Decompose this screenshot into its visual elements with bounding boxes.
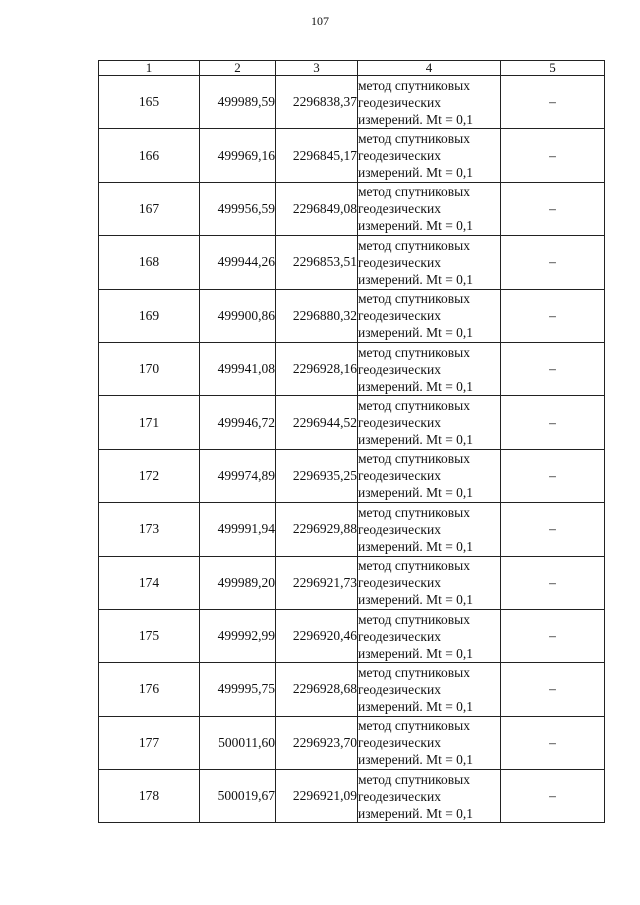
note-cell: –	[501, 396, 605, 449]
method-cell	[358, 396, 501, 449]
method-line: измерений. Mt = 0,1	[358, 752, 474, 768]
point-number-cell: 166	[99, 129, 200, 182]
x-coordinate-cell: 499944,26	[200, 236, 276, 289]
method-line: метод спутниковых	[358, 504, 470, 520]
point-number-cell: 171	[99, 396, 200, 449]
method-line: геодезических	[358, 254, 441, 270]
x-coordinate-cell: 499992,99	[200, 609, 276, 662]
note-cell: –	[501, 449, 605, 502]
method-line: измерений. Mt = 0,1	[358, 432, 474, 448]
y-coordinate-cell: 2296921,73	[276, 556, 358, 609]
method-cell	[358, 289, 501, 342]
method-line: измерений. Mt = 0,1	[358, 111, 474, 127]
note-cell: –	[501, 236, 605, 289]
y-coordinate-cell: 2296849,08	[276, 182, 358, 235]
point-number-cell: 176	[99, 663, 200, 716]
method-line: геодезических	[358, 148, 441, 164]
method-cell	[358, 76, 501, 129]
point-number-cell: 170	[99, 342, 200, 395]
method-line: метод спутниковых	[358, 558, 470, 574]
note-cell: –	[501, 76, 605, 129]
method-line: метод спутниковых	[358, 237, 470, 253]
method-line: геодезических	[358, 361, 441, 377]
method-line: метод спутниковых	[358, 451, 470, 467]
table-row	[99, 129, 605, 182]
method-cell	[358, 503, 501, 556]
method-cell	[358, 236, 501, 289]
method-line: измерений. Mt = 0,1	[358, 805, 474, 821]
note-cell: –	[501, 503, 605, 556]
point-number-cell: 172	[99, 449, 200, 502]
y-coordinate-cell: 2296923,70	[276, 716, 358, 769]
x-coordinate-cell: 499989,59	[200, 76, 276, 129]
method-line: измерений. Mt = 0,1	[358, 645, 474, 661]
method-line: геодезических	[358, 468, 441, 484]
method-cell	[358, 556, 501, 609]
y-coordinate-cell: 2296935,25	[276, 449, 358, 502]
method-line: измерений. Mt = 0,1	[358, 378, 474, 394]
x-coordinate-cell: 499995,75	[200, 663, 276, 716]
table-row	[99, 449, 605, 502]
method-line: метод спутниковых	[358, 664, 470, 680]
method-line: геодезических	[358, 788, 441, 804]
note-cell: –	[501, 182, 605, 235]
x-coordinate-cell: 500011,60	[200, 716, 276, 769]
point-number-cell: 174	[99, 556, 200, 609]
y-coordinate-cell: 2296928,68	[276, 663, 358, 716]
x-coordinate-cell: 499991,94	[200, 503, 276, 556]
table-row	[99, 770, 605, 823]
method-line: измерений. Mt = 0,1	[358, 538, 474, 554]
note-cell: –	[501, 129, 605, 182]
y-coordinate-cell: 2296921,09	[276, 770, 358, 823]
point-number-cell: 173	[99, 503, 200, 556]
point-number-cell: 177	[99, 716, 200, 769]
column-header: 2	[200, 61, 276, 76]
table-row	[99, 76, 605, 129]
column-header: 3	[276, 61, 358, 76]
x-coordinate-cell: 499989,20	[200, 556, 276, 609]
table-row	[99, 289, 605, 342]
method-cell	[358, 770, 501, 823]
point-number-cell: 165	[99, 76, 200, 129]
method-cell	[358, 182, 501, 235]
coordinates-table	[98, 60, 605, 823]
note-cell: –	[501, 716, 605, 769]
method-cell	[358, 129, 501, 182]
method-line: геодезических	[358, 735, 441, 751]
method-cell	[358, 716, 501, 769]
table-row	[99, 396, 605, 449]
method-cell	[358, 663, 501, 716]
y-coordinate-cell: 2296920,46	[276, 609, 358, 662]
method-line: метод спутниковых	[358, 291, 470, 307]
method-line: метод спутниковых	[358, 344, 470, 360]
point-number-cell: 168	[99, 236, 200, 289]
method-line: измерений. Mt = 0,1	[358, 698, 474, 714]
table-row	[99, 556, 605, 609]
method-line: метод спутниковых	[358, 184, 470, 200]
column-header: 5	[501, 61, 605, 76]
table-body	[99, 76, 605, 823]
x-coordinate-cell: 499941,08	[200, 342, 276, 395]
method-line: измерений. Mt = 0,1	[358, 165, 474, 181]
method-line: измерений. Mt = 0,1	[358, 218, 474, 234]
note-cell: –	[501, 770, 605, 823]
note-cell: –	[501, 342, 605, 395]
method-line: измерений. Mt = 0,1	[358, 485, 474, 501]
note-cell: –	[501, 556, 605, 609]
method-line: геодезических	[358, 308, 441, 324]
x-coordinate-cell: 499956,59	[200, 182, 276, 235]
note-cell: –	[501, 663, 605, 716]
method-line: метод спутниковых	[358, 398, 470, 414]
table-row	[99, 342, 605, 395]
y-coordinate-cell: 2296838,37	[276, 76, 358, 129]
column-header: 1	[99, 61, 200, 76]
table-row	[99, 503, 605, 556]
note-cell: –	[501, 609, 605, 662]
point-number-cell: 167	[99, 182, 200, 235]
method-line: геодезических	[358, 575, 441, 591]
method-cell	[358, 449, 501, 502]
method-line: метод спутниковых	[358, 131, 470, 147]
x-coordinate-cell: 499946,72	[200, 396, 276, 449]
point-number-cell: 175	[99, 609, 200, 662]
page-number: 107	[311, 14, 329, 28]
method-cell	[358, 342, 501, 395]
y-coordinate-cell: 2296944,52	[276, 396, 358, 449]
point-number-cell: 178	[99, 770, 200, 823]
x-coordinate-cell: 499969,16	[200, 129, 276, 182]
y-coordinate-cell: 2296853,51	[276, 236, 358, 289]
method-line: метод спутниковых	[358, 771, 470, 787]
table-row	[99, 663, 605, 716]
method-line: измерений. Mt = 0,1	[358, 592, 474, 608]
method-line: метод спутниковых	[358, 77, 470, 93]
x-coordinate-cell: 500019,67	[200, 770, 276, 823]
column-header: 4	[358, 61, 501, 76]
y-coordinate-cell: 2296880,32	[276, 289, 358, 342]
method-line: метод спутниковых	[358, 718, 470, 734]
x-coordinate-cell: 499900,86	[200, 289, 276, 342]
method-line: геодезических	[358, 94, 441, 110]
method-line: геодезических	[358, 415, 441, 431]
method-line: геодезических	[358, 681, 441, 697]
y-coordinate-cell: 2296929,88	[276, 503, 358, 556]
y-coordinate-cell: 2296928,16	[276, 342, 358, 395]
method-line: геодезических	[358, 201, 441, 217]
table-row	[99, 716, 605, 769]
note-cell: –	[501, 289, 605, 342]
method-cell	[358, 609, 501, 662]
method-line: метод спутниковых	[358, 611, 470, 627]
method-line: измерений. Mt = 0,1	[358, 325, 474, 341]
table-row	[99, 182, 605, 235]
table-row	[99, 236, 605, 289]
table-header-row	[99, 61, 605, 76]
table-row	[99, 609, 605, 662]
point-number-cell: 169	[99, 289, 200, 342]
x-coordinate-cell: 499974,89	[200, 449, 276, 502]
method-line: измерений. Mt = 0,1	[358, 271, 474, 287]
method-line: геодезических	[358, 628, 441, 644]
y-coordinate-cell: 2296845,17	[276, 129, 358, 182]
method-line: геодезических	[358, 521, 441, 537]
